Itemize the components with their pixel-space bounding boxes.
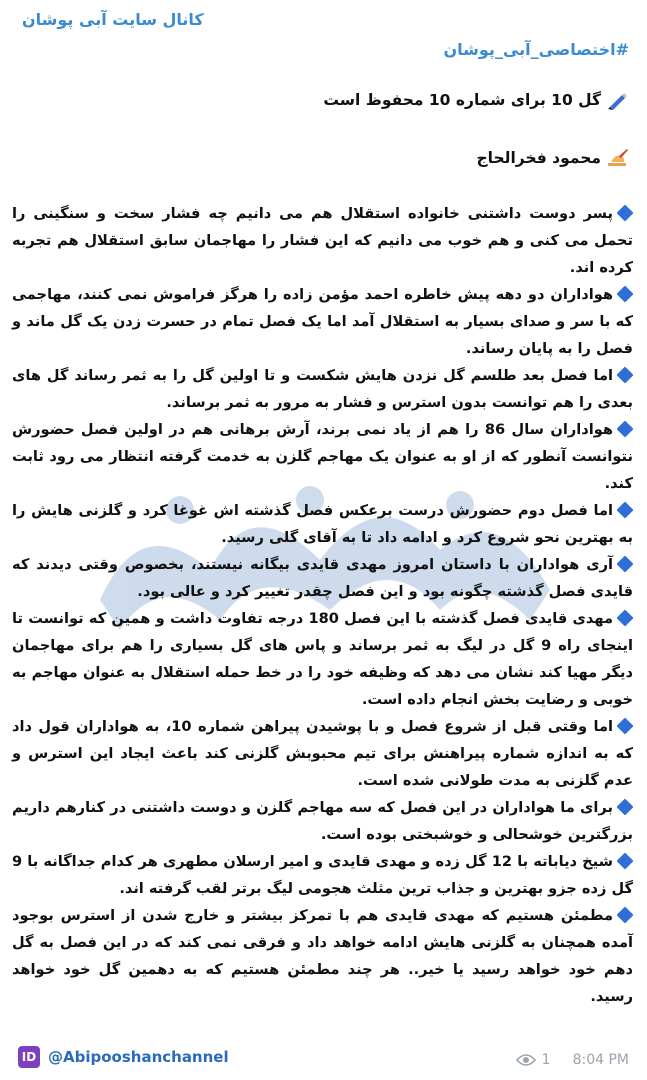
blue-diamond-icon — [617, 421, 634, 438]
post-author — [477, 148, 629, 168]
message-time: 8:04 PM — [572, 1052, 629, 1068]
post-paragraph — [12, 848, 633, 902]
hashtag-link[interactable]: #اختصاصی_آبی_پوشان — [443, 40, 629, 59]
paragraph-text: هواداران دو دهه پیش خاطره احمد مؤمن زاده را هرگز فراموش نمی کنند، مهاجمی که با سر و صدای بسیار به استقلال آمد اما یک فصل تمام در حسرت زدن یک گل ماند و فصل را به پایان رساند. — [12, 286, 633, 357]
author-name: محمود فخرالحاج — [476, 149, 601, 167]
blue-diamond-icon — [617, 556, 634, 573]
blue-diamond-icon — [617, 367, 634, 384]
paragraph-text: شیخ دیاباته با 12 گل زده و مهدی قایدی و امیر ارسلان مطهری هر کدام جداگانه با 9 گل زده جزو بهترین و جذاب ترین مثلث هجومی لیگ برتر لقب گرفته اند. — [12, 853, 633, 897]
paragraph-text: اما وقتی قبل از شروع فصل و با پوشیدن پیراهن شماره 10، به هواداران قول داد که به اندازه شماره پیراهنش برای تیم محبوبش گلزنی کند باعث ایجاد این استرس و عدم گلزنی به مدت طولانی شده است. — [12, 718, 633, 789]
blue-diamond-icon — [617, 205, 634, 222]
paragraph-text: مطمئن هستیم که مهدی قایدی هم با تمرکز بیشتر و خارج شدن از استرس بوجود آمده همچنان به گلزنی هایش ادامه خواهد داد و فرقی نمی کند که در این فصل به گل دهم خود خواهد رسید یا خیر.. هر چند مطمئن هستیم که به دهمین گل خود خواهد رسید. — [12, 907, 633, 1005]
blue-diamond-icon — [617, 853, 634, 870]
blue-diamond-icon — [617, 286, 634, 303]
channel-handle-link[interactable]: @Abipooshanchannel — [48, 1048, 229, 1066]
post-paragraph — [12, 362, 633, 416]
post-paragraph — [12, 794, 633, 848]
post-headline — [323, 90, 629, 110]
post-paragraph — [12, 200, 633, 281]
view-count: 1 — [541, 1052, 551, 1068]
post-paragraph — [12, 416, 633, 497]
post-body — [12, 200, 633, 1010]
paragraph-text: هواداران سال 86 را هم از یاد نمی برند، آرش برهانی هم در اولین فصل حضورش نتوانست آنطور که از او به عنوان یک مهاجم گلزن به خدمت گرفته انتظار می رود ثابت کند. — [12, 421, 633, 492]
post-paragraph — [12, 902, 633, 1010]
paragraph-text: اما فصل دوم حضورش درست برعکس فصل گذشته اش غوغا کرد و گلزنی هایش را به بهترین نحو شروع کرد و ادامه داد تا به آقای گلی رسید. — [12, 502, 633, 546]
blue-diamond-icon — [617, 799, 634, 816]
paragraph-text: برای ما هواداران در این فصل که سه مهاجم گلزن و دوست داشتنی در کنارهم داریم بزرگترین خوشحالی و خوشبختی بوده است. — [12, 799, 633, 843]
paragraph-text: مهدی قایدی فصل گذشته با این فصل 180 درجه تفاوت داشت و همین که توانست تا اینجای راه 9 گل در لیگ به ثمر برساند و پاس های گل بسیاری را هم برای مهاجمان دیگر مهیا کند نشان می دهد که وظیفه خود را در خط حمله استقلال به عنوان مهاجم به خوبی و رضایت بخش انجام داده است. — [12, 610, 633, 708]
channel-signature — [18, 1046, 229, 1068]
paragraph-text: پسر دوست داشتنی خانواده استقلال هم می دانیم چه فشار سخت و سنگینی را تحمل می کنی و هم خوب می دانیم که این فشار را مهاجمان سابق استقلال هم تجربه کرده اند. — [12, 205, 633, 276]
post-paragraph — [12, 713, 633, 794]
blue-diamond-icon — [617, 718, 634, 735]
paragraph-text: آری هواداران با داستان امروز مهدی قایدی بیگانه نیستند، بخصوص وقتی دیدند که قایدی فصل گذشته چگونه بود و این فصل چقدر تغییر کرد و عالی بود. — [12, 556, 633, 600]
post-paragraph — [12, 281, 633, 362]
writing-hand-icon — [607, 148, 629, 168]
paragraph-text: اما فصل بعد طلسم گل نزدن هایش شکست و تا اولین گل را به ثمر رساند گل های بعدی را هم توانست بدون استرس و فشار به مرور به ثمر برساند. — [12, 367, 633, 411]
pen-icon — [607, 90, 629, 110]
id-badge-icon: ID — [18, 1046, 40, 1068]
eye-icon — [516, 1053, 536, 1067]
blue-diamond-icon — [617, 502, 634, 519]
message-meta — [516, 1052, 629, 1068]
post-paragraph — [12, 497, 633, 551]
post-paragraph — [12, 551, 633, 605]
channel-name[interactable]: کانال سایت آبی پوشان — [22, 10, 204, 29]
blue-diamond-icon — [617, 907, 634, 924]
headline-text: گل 10 برای شماره 10 محفوظ است — [323, 91, 601, 109]
blue-diamond-icon — [617, 610, 634, 627]
post-paragraph — [12, 605, 633, 713]
